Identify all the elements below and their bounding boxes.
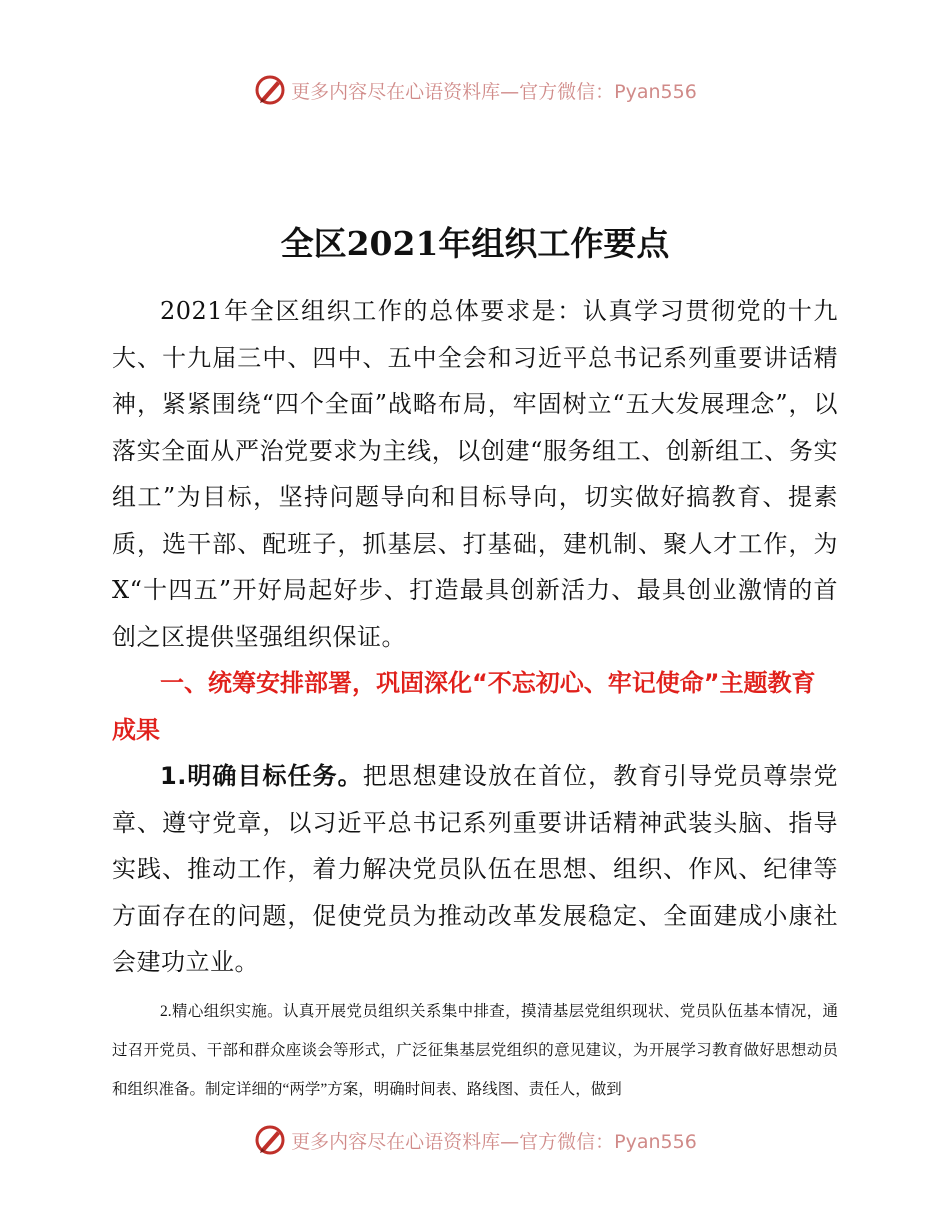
pen-logo-icon: [253, 1123, 287, 1157]
pen-logo-icon: [253, 73, 287, 107]
section-1-heading: 一、统筹安排部署，巩固深化“不忘初心、牢记使命”主题教育成果: [112, 669, 816, 744]
item-2-paragraph: 2.精心组织实施。认真开展党员组织关系集中排查，摸清基层党组织现状、党员队伍基本情况，通过召开党员、干部和群众座谈会等形式，广泛征集基层党组织的意见建议，为开展学习教育做好思想动员和组织准备。制定详细的“两学”方案，明确时间表、路线图、责任人，做到: [112, 1002, 838, 1098]
item-1-body: 把思想建设放在首位，教育引导党员尊崇党章、遵守党章，以习近平总书记系列重要讲话精神武装头脑、指导实践、推动工作，着力解决党员队伍在思想、组织、作风、纪律等方面存在的问题，促使党员为推动改革发展稳定、全面建成小康社会建功立业。: [112, 762, 838, 976]
item-1-paragraph: [112, 753, 838, 986]
document-body: [112, 288, 838, 1109]
item-1-lead: 1.明确目标任务。: [160, 762, 363, 790]
intro-paragraph: 2021年全区组织工作的总体要求是：认真学习贯彻党的十九大、十九届三中、四中、五中全会和习近平总书记系列重要讲话精神，紧紧围绕“四个全面”战略布局，牢固树立“五大发展理念”，以落实全面从严治党要求为主线，以创建“服务组工、创新组工、务实组工”为目标，坚持问题导向和目标导向，切实做好搞教育、提素质，选干部、配班子，抓基层、打基础，建机制、聚人才工作，为X“十四五”开好局起好步、打造最具创新活力、最具创业激情的首创之区提供坚强组织保证。: [112, 297, 838, 651]
header-watermark-text: 更多内容尽在心语资料库—官方微信：Pyan556: [291, 80, 697, 103]
document-title: 全区2021年组织工作要点: [280, 224, 670, 263]
footer-watermark: [0, 1122, 950, 1158]
header-watermark: [0, 72, 950, 108]
footer-watermark-text: 更多内容尽在心语资料库—官方微信：Pyan556: [291, 1130, 697, 1153]
